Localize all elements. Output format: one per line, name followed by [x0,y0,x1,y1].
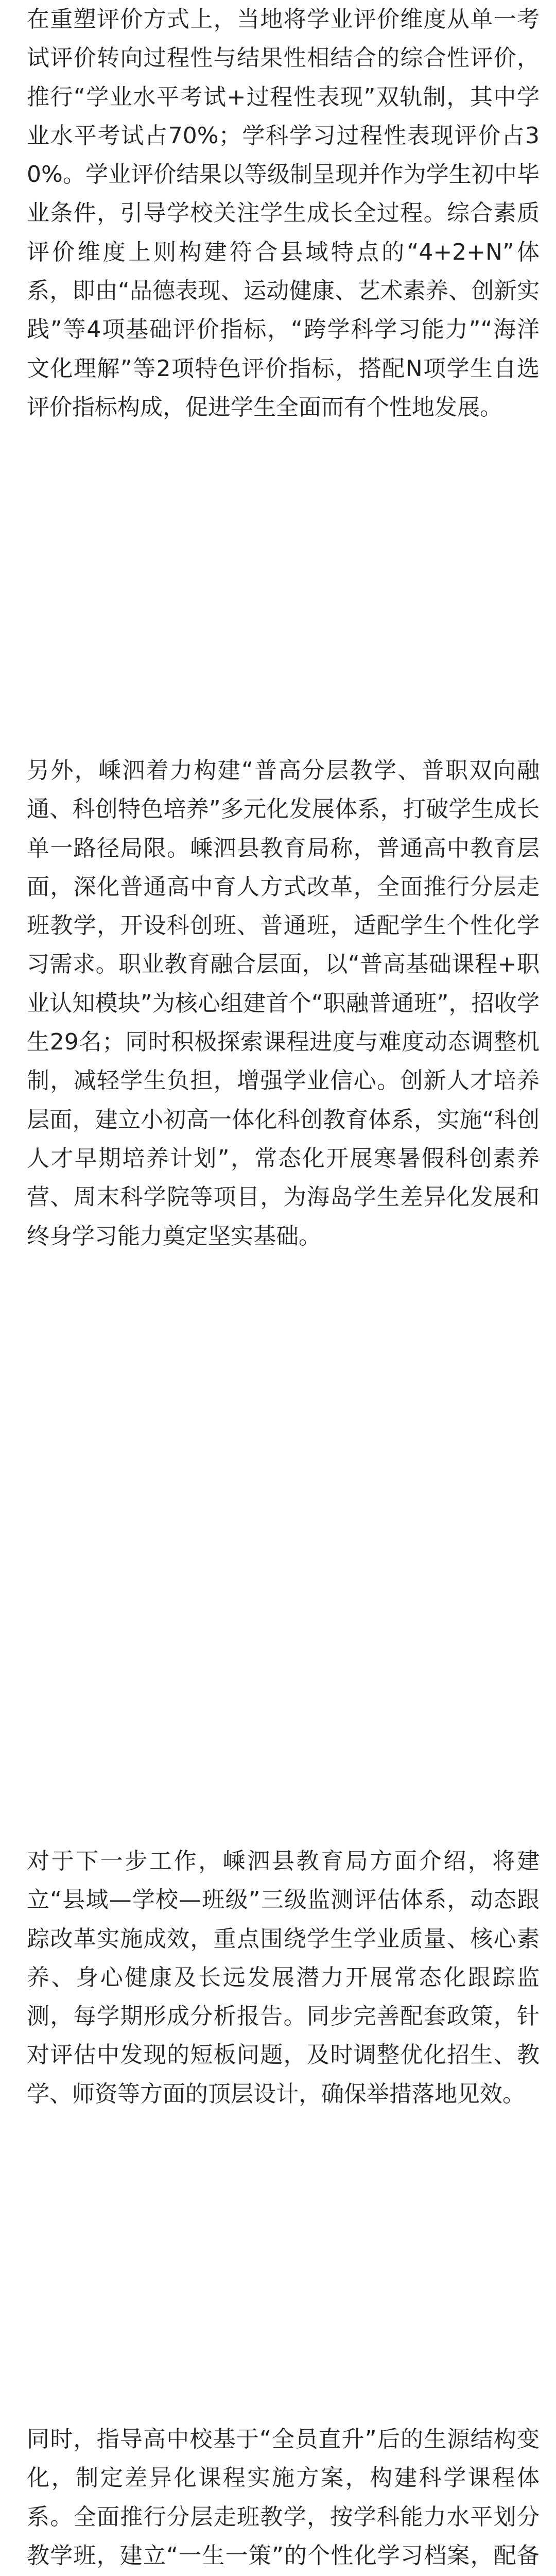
paragraph-diversified-development: 另外，嵊泗着力构建“普高分层教学、普职双向融通、科创特色培养”多元化发展体系，打破学生成长单一路径局限。嵊泗县教育局称，普通高中教育层面，深化普通高中育人方式改革，全面推行分层走班教学，开设科创班、普通班，适配学生个性化学习需求。职业教育融合层面，以“普高基础课程+职业认知模块”为核心组建首个“职融普通班”，招收学生29名；同时积极探索课程进度与难度动态调整机制，减轻学生负担，增强学业信心。创新人才培养层面，建立小初高一体化科创教育体系，实施“科创人才早期培养计划”，常态化开展寒暑假科创素养营、周末科学院等项目，为海岛学生差异化发展和终身学习能力奠定坚实基础。 [27,757,540,1249]
paragraph-high-school-guidance: 同时，指导高中校基于“全员直升”后的生源结构变化，制定差异化课程实施方案，构建科学课程体系。全面推行分层走班教学，按学科能力水平划分教学班，建立“一生一策”的个性化学习档案，配备 [27,2426,540,2569]
paragraph-next-steps: 对于下一步工作，嵊泗县教育局方面介绍，将建立“县域—学校—班级”三级监测评估体系，动态跟踪改革实施成效，重点围绕学生学业质量、核心素养、身心健康及长远发展潜力开展常态化跟踪监测，每学期形成分析报告。同步完善配套政策，针对评估中发现的短板问题，及时调整优化招生、教学、师资等方面的顶层设计，确保举措落地见效。 [27,1848,540,2107]
paragraph-evaluation-reform: 在重塑评价方式上，当地将学业评价维度从单一考试评价转向过程性与结果性相结合的综合性评价，推行“学业水平考试+过程性表现”双轨制，其中学业水平考试占70%；学科学习过程性表现评价占30%。学业评价结果以等级制呈现并作为学生初中毕业条件，引导学校关注学生成长全过程。综合素质评价维度上则构建符合县域特点的“4+2+N”体系，即由“品德表现、运动健康、艺术素养、创新实践”等4项基础评价指标，“跨学科学习能力”“海洋文化理解”等2项特色评价指标，搭配N项学生自选评价指标构成，促进学生全面而有个性地发展。 [27,6,540,420]
